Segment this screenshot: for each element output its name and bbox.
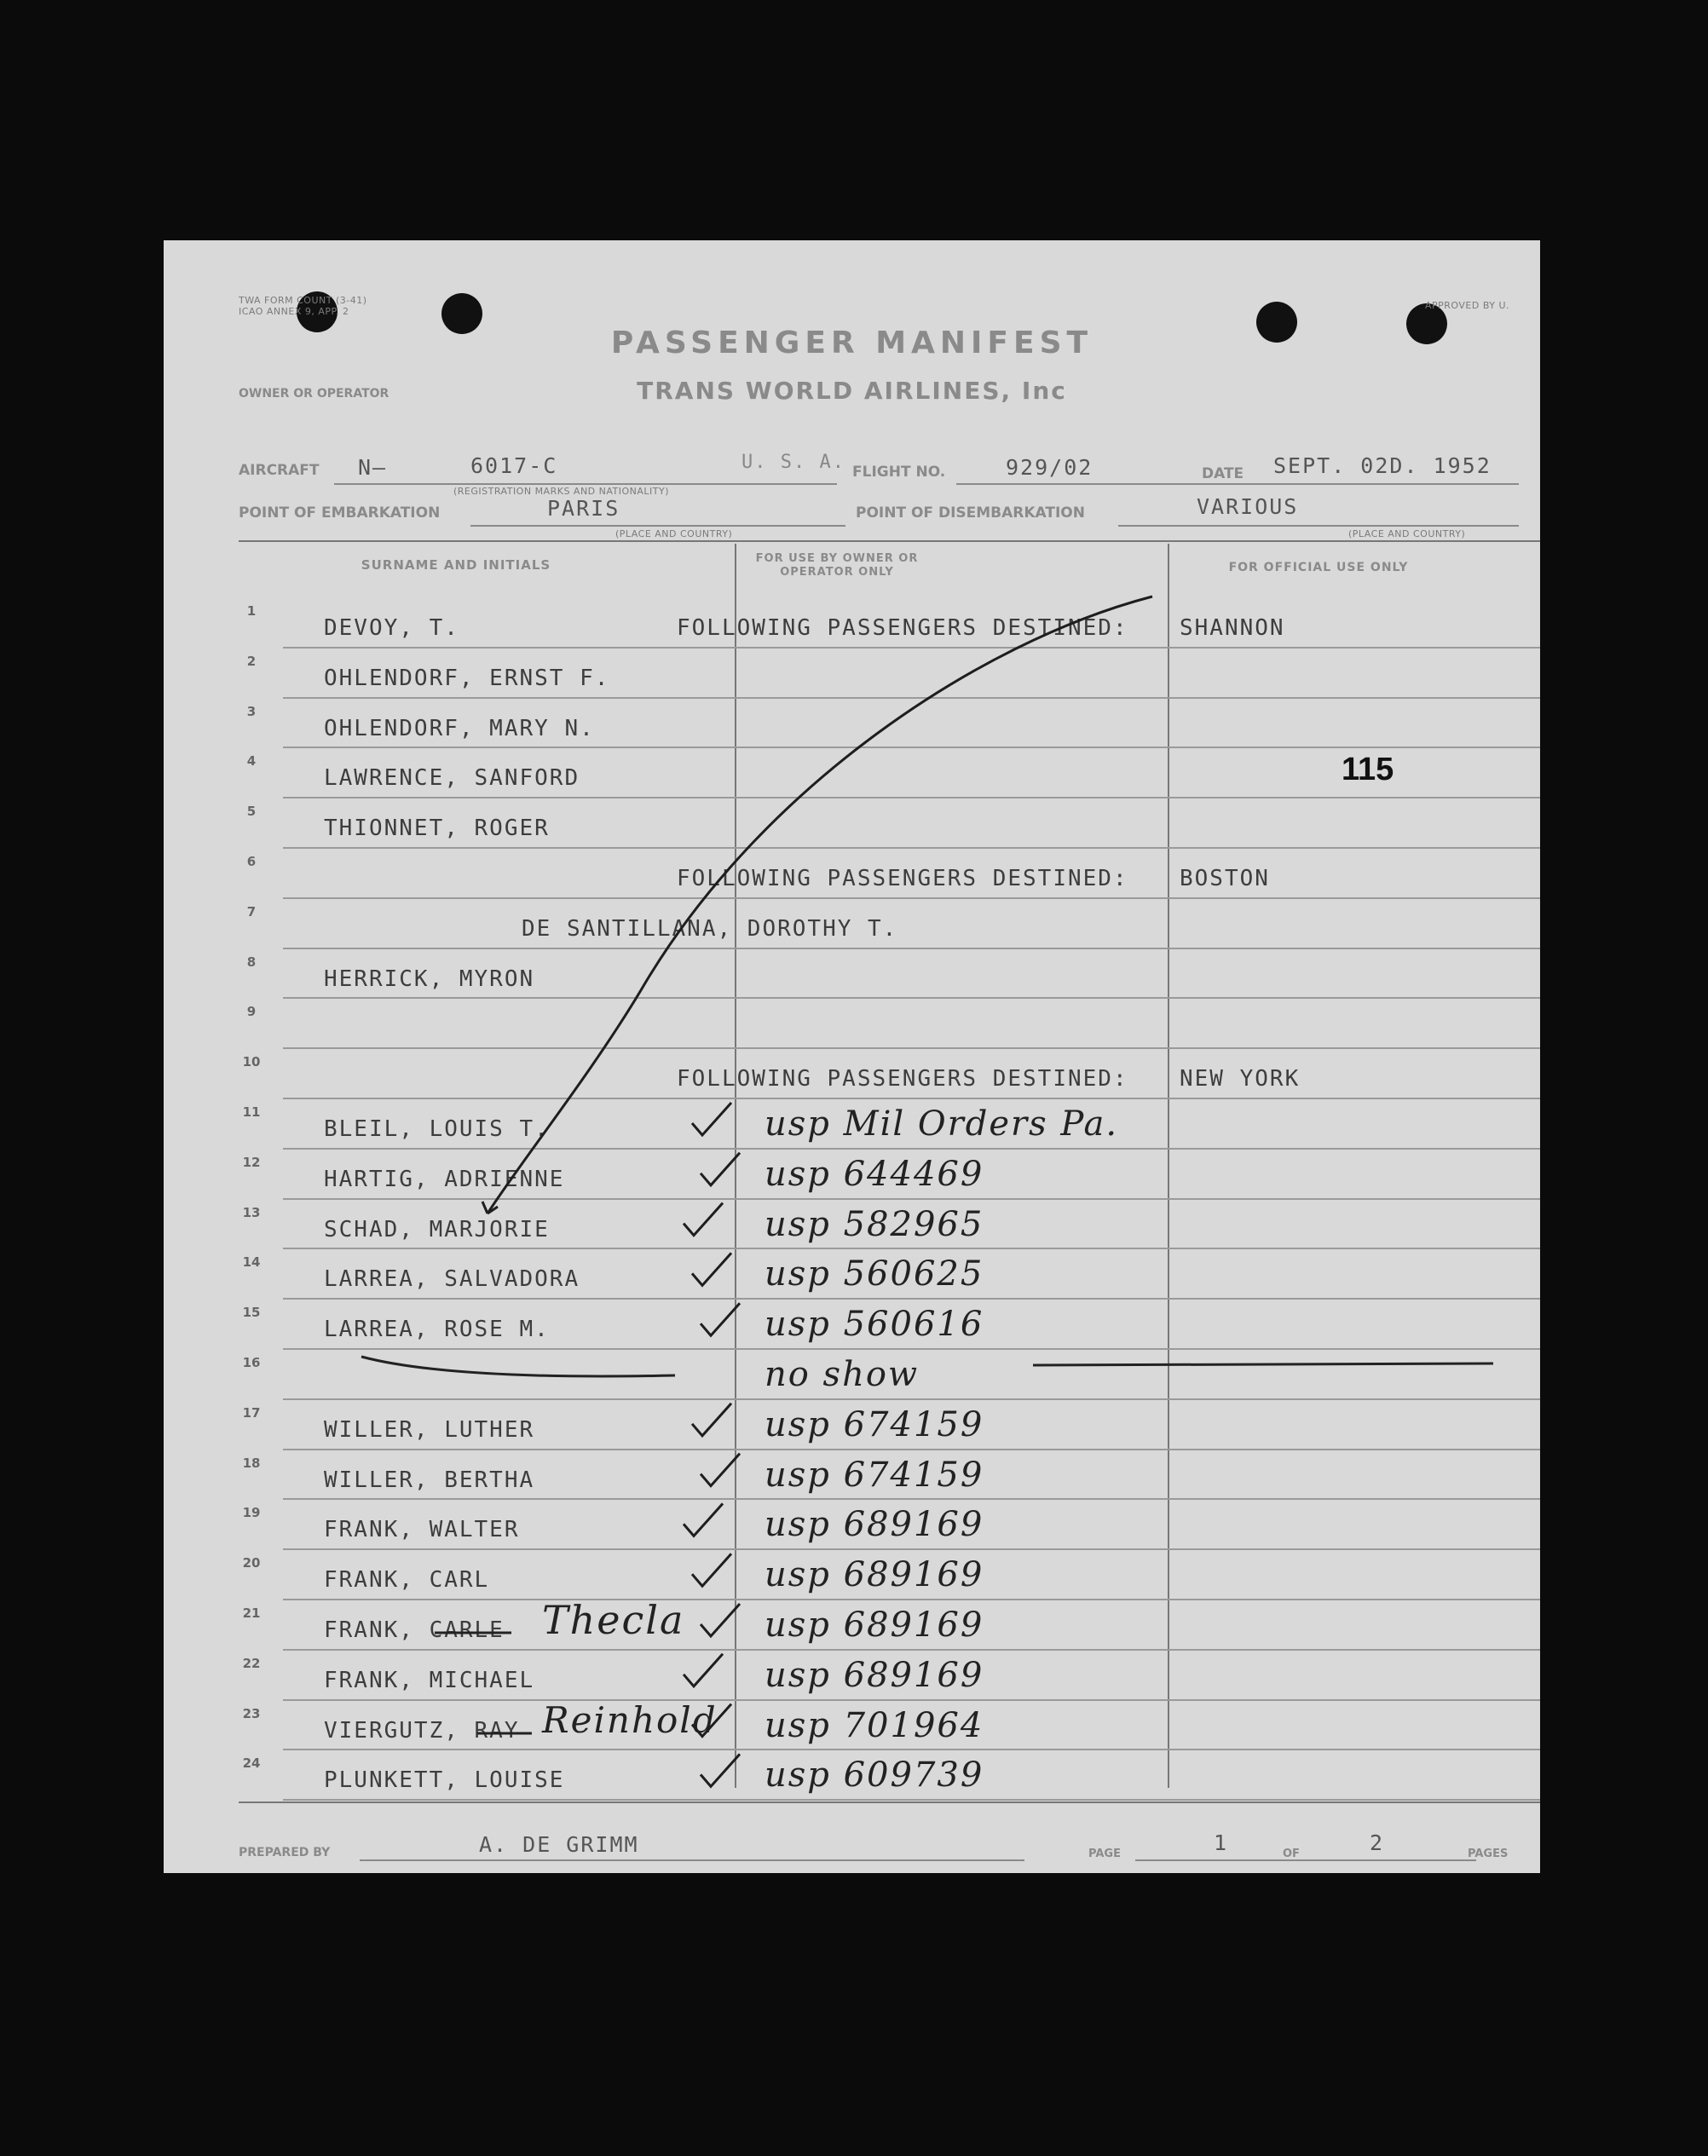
row-number: 20 — [242, 1555, 261, 1571]
approval-note: APPROVED BY U. — [1425, 300, 1510, 311]
disembarkation-note: (PLACE AND COUNTRY) — [1348, 528, 1466, 539]
passenger-name: WILLER, BERTHA — [324, 1467, 535, 1493]
flight-label: FLIGHT NO. — [852, 464, 946, 481]
airline-name: TRANS WORLD AIRLINES, Inc — [637, 377, 1067, 405]
owner-note: usp Mil Orders Pa. — [765, 1104, 1119, 1144]
disembarkation-value: VARIOUS — [1197, 494, 1299, 519]
row-number: 15 — [242, 1305, 261, 1321]
passenger-name: FRANK, WALTER — [324, 1517, 520, 1543]
check-mark — [692, 1404, 731, 1436]
passenger-name: VIERGUTZ, RAY — [324, 1717, 520, 1744]
column-official-use: FOR OFFICIAL USE ONLY — [1228, 561, 1409, 574]
row-number: 5 — [246, 804, 257, 820]
owner-note: usp 644469 — [765, 1154, 984, 1194]
row-number: 24 — [242, 1755, 261, 1772]
page-total: 2 — [1370, 1830, 1385, 1855]
destination-place: NEW YORK — [1180, 1066, 1301, 1092]
owner-note: usp 560625 — [765, 1254, 984, 1294]
row-number: 8 — [246, 954, 257, 970]
of-label: OF — [1283, 1848, 1300, 1860]
check-mark — [684, 1203, 723, 1236]
date-label: DATE — [1202, 465, 1244, 482]
passenger-name: FRANK, CARLE — [324, 1617, 505, 1643]
row-number: 3 — [246, 703, 257, 719]
row-number: 4 — [246, 753, 257, 770]
passenger-name: BLEIL, LOUIS T. — [324, 1116, 550, 1142]
destination-place: SHANNON — [1180, 615, 1285, 641]
check-mark — [692, 1554, 731, 1586]
row-number: 9 — [246, 1004, 257, 1020]
check-mark — [701, 1754, 740, 1786]
row-number: 2 — [246, 653, 257, 669]
destination-heading: FOLLOWING PASSENGERS DESTINED: — [677, 866, 1128, 891]
aircraft-label: AIRCRAFT — [239, 462, 320, 479]
row-number: 10 — [242, 1054, 261, 1070]
no-show-strike-left — [361, 1357, 675, 1376]
date-value: SEPT. 02D. 1952 — [1273, 453, 1492, 478]
owner-note: usp 701964 — [765, 1705, 984, 1745]
row-number: 7 — [246, 903, 257, 919]
passenger-name: WILLER, LUTHER — [324, 1416, 535, 1443]
ink-overlay — [164, 240, 1540, 1873]
check-mark — [701, 1604, 740, 1636]
nationality-note: (REGISTRATION MARKS AND NATIONALITY) — [453, 486, 670, 497]
owner-note: usp 689169 — [765, 1655, 984, 1695]
check-mark — [684, 1654, 723, 1686]
passenger-name: DEVOY, T. — [324, 615, 459, 641]
column-owner-use: FOR USE BY OWNER OR OPERATOR ONLY — [755, 552, 919, 579]
row-number: 19 — [242, 1505, 261, 1521]
passenger-name: LARREA, SALVADORA — [324, 1266, 580, 1293]
owner-note: usp 609739 — [765, 1755, 984, 1796]
passenger-name: HARTIG, ADRIENNE — [324, 1166, 565, 1192]
row-number: 1 — [246, 603, 257, 619]
row-number: 21 — [242, 1605, 261, 1621]
row-number: 16 — [242, 1355, 261, 1370]
passenger-name: LAWRENCE, SANFORD — [324, 765, 580, 792]
row-number: 12 — [242, 1154, 261, 1170]
check-mark — [701, 1454, 740, 1486]
correction-row21: Thecla — [542, 1597, 685, 1643]
passenger-name: FRANK, CARL — [324, 1567, 490, 1594]
prepared-by-label: PREPARED BY — [239, 1846, 331, 1859]
destination-heading: FOLLOWING PASSENGERS DESTINED: — [677, 615, 1128, 641]
owner-note: no show — [765, 1355, 920, 1394]
embarkation-value: PARIS — [547, 496, 620, 521]
pages-label: PAGES — [1468, 1848, 1509, 1860]
owner-note: usp 674159 — [765, 1404, 984, 1444]
check-mark — [692, 1704, 731, 1737]
page-title: PASSENGER MANIFEST — [610, 326, 1093, 360]
row-number: 13 — [242, 1204, 261, 1220]
disembarkation-label: POINT OF DISEMBARKATION — [856, 504, 1085, 522]
owner-note: usp 689169 — [765, 1505, 984, 1545]
owner-note: usp 582965 — [765, 1204, 984, 1244]
manifest-sheet — [164, 240, 1540, 1873]
page-number: 1 — [1214, 1830, 1229, 1855]
check-marks — [684, 1103, 740, 1786]
row-number: 11 — [242, 1104, 261, 1120]
aircraft-prefix: N— — [358, 455, 388, 480]
passenger-name: FRANK, MICHAEL — [324, 1667, 535, 1693]
prepared-by-value: A. DE GRIMM — [479, 1832, 639, 1857]
country: U. S. A. — [741, 452, 845, 473]
check-mark — [692, 1103, 731, 1135]
passenger-name: LARREA, ROSE M. — [324, 1317, 550, 1343]
passenger-name: PLUNKETT, LOUISE — [324, 1767, 565, 1794]
passenger-name: DE SANTILLANA, DOROTHY T. — [522, 915, 898, 942]
column-surname: SURNAME AND INITIALS — [361, 557, 551, 573]
row-number: 6 — [246, 854, 257, 869]
check-mark — [692, 1253, 731, 1285]
passenger-name: SCHAD, MARJORIE — [324, 1216, 550, 1242]
owner-label: OWNER OR OPERATOR — [239, 387, 389, 401]
check-mark — [701, 1303, 740, 1335]
form-code: TWA FORM COUNT (3-41) ICAO ANNEX 9, APP. 2 — [239, 295, 367, 317]
stamp-number: 115 — [1342, 752, 1394, 787]
flight-number: 929/02 — [1006, 455, 1093, 480]
embarkation-label: POINT OF EMBARKATION — [239, 504, 441, 522]
check-mark — [701, 1153, 740, 1185]
row-number: 23 — [242, 1705, 261, 1721]
destination-place: BOSTON — [1180, 866, 1270, 891]
owner-note: usp 560616 — [765, 1305, 984, 1345]
row-number: 18 — [242, 1455, 261, 1471]
row-number: 22 — [242, 1655, 261, 1671]
owner-note: usp 689169 — [765, 1605, 984, 1645]
no-show-strike-right — [1033, 1363, 1493, 1365]
owner-note: usp 674159 — [765, 1455, 984, 1495]
correction-row23: Reinhold — [542, 1699, 718, 1741]
row-number: 14 — [242, 1254, 261, 1271]
passenger-name: THIONNET, ROGER — [324, 816, 550, 842]
passenger-name: OHLENDORF, ERNST F. — [324, 665, 610, 691]
owner-note: usp 689169 — [765, 1555, 984, 1595]
passenger-name: HERRICK, MYRON — [324, 966, 535, 992]
check-mark — [684, 1503, 723, 1536]
row-number: 17 — [242, 1404, 261, 1421]
passenger-name: OHLENDORF, MARY N. — [324, 715, 595, 741]
destination-sweep-line — [488, 597, 1152, 1213]
destination-heading: FOLLOWING PASSENGERS DESTINED: — [677, 1066, 1128, 1092]
page-label: PAGE — [1088, 1848, 1121, 1860]
embarkation-note: (PLACE AND COUNTRY) — [615, 528, 733, 539]
aircraft-number: 6017-C — [470, 453, 558, 478]
